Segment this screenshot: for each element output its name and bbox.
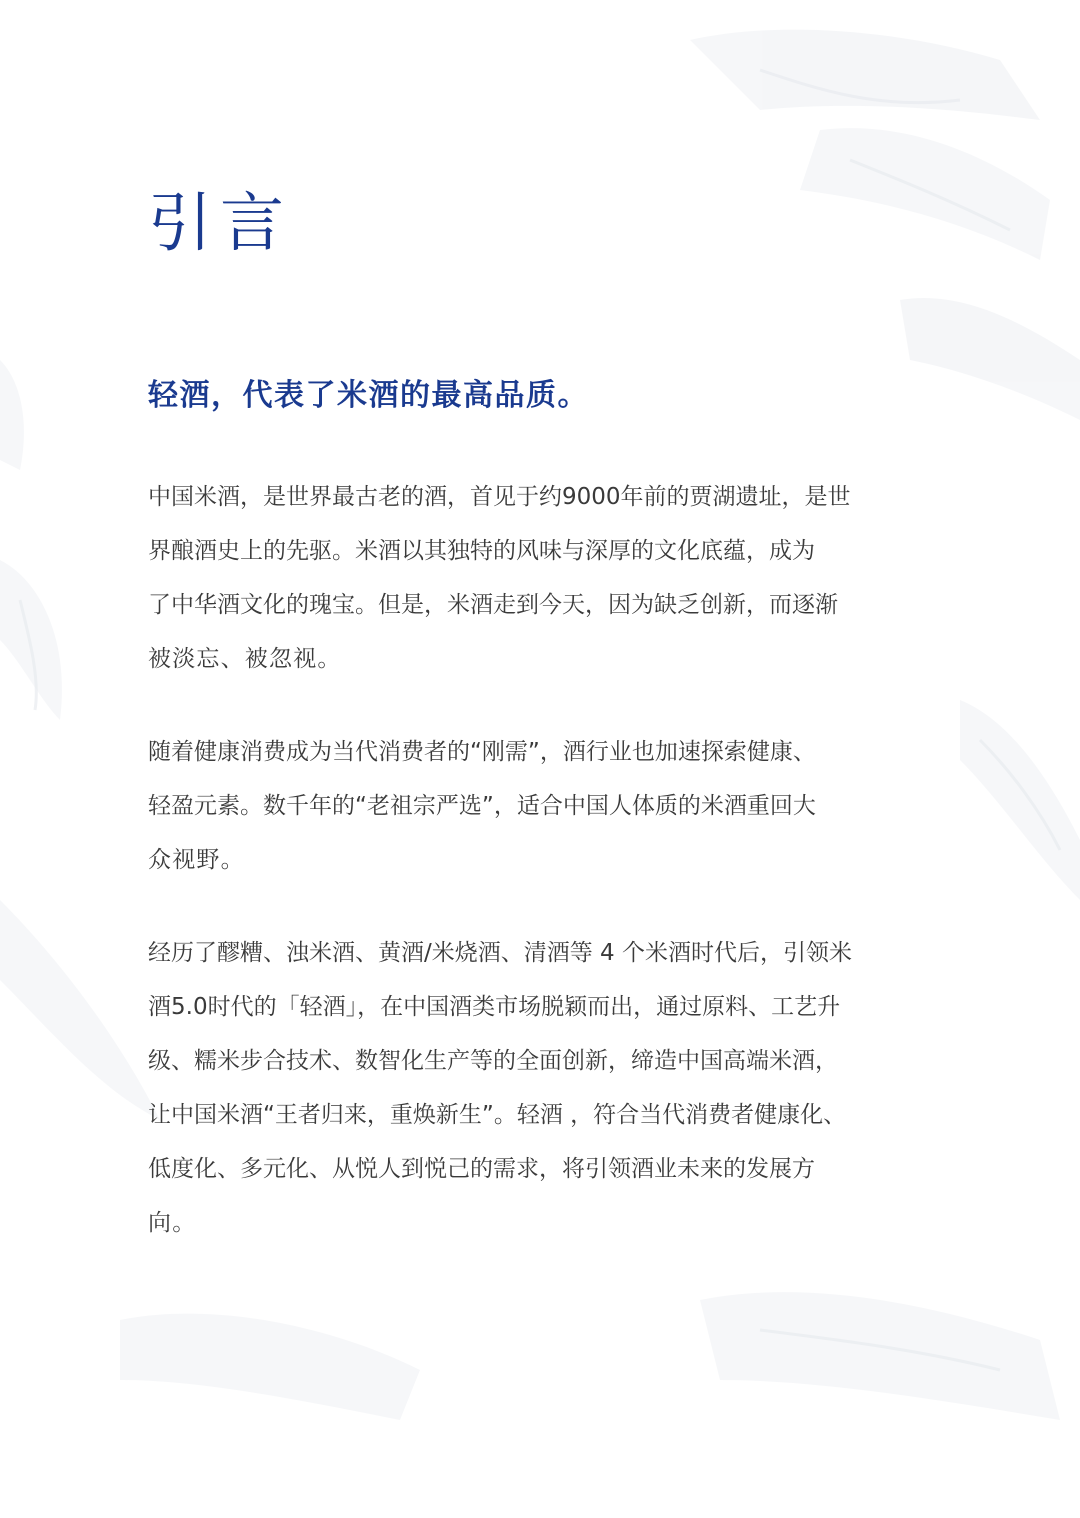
- paragraph-line: 众视野。: [148, 847, 245, 873]
- paragraph-line: 轻盈元素。数千年的“老祖宗严选”，适合中国人体质的米酒重回大: [148, 793, 816, 819]
- paragraph-line: 酒5.0时代的「轻酒」，在中国酒类市场脱颖而出，通过原料、工艺升: [148, 994, 841, 1020]
- paragraph-line: 向。: [148, 1210, 197, 1236]
- paragraph-line: 级、糯米步合技术、数智化生产等的全面创新，缔造中国高端米酒，: [148, 1048, 838, 1074]
- paragraph-1: [148, 470, 938, 686]
- paragraph-line: 经历了醪糟、浊米酒、黄酒/米烧酒、清酒等 4 个米酒时代后，引领米: [148, 940, 853, 966]
- paragraph-line: 了中华酒文化的瑰宝。但是，米酒走到今天，因为缺乏创新，而逐渐: [148, 592, 838, 618]
- paragraph-line: 中国米酒，是世界最古老的酒，首见于约9000年前的贾湖遗址，是世: [148, 484, 851, 510]
- page-title: 引言: [148, 187, 292, 261]
- paragraph-3: [148, 926, 938, 1250]
- paragraph-line: 界酿酒史上的先驱。米酒以其独特的风味与深厚的文化底蕴，成为: [148, 538, 815, 564]
- paragraph-line: 让中国米酒“王者归来，重焕新生”。轻酒 ，符合当代消费者健康化、: [148, 1102, 847, 1128]
- paragraph-line: 被淡忘、被忽视。: [148, 646, 342, 672]
- paragraph-line: 随着健康消费成为当代消费者的“刚需”，酒行业也加速探索健康、: [148, 739, 816, 765]
- paragraph-2: [148, 725, 938, 887]
- section-subtitle: 轻酒，代表了米酒的最高品质。: [148, 378, 589, 413]
- paragraph-line: 低度化、多元化、从悦人到悦己的需求，将引领酒业未来的发展方: [148, 1156, 815, 1182]
